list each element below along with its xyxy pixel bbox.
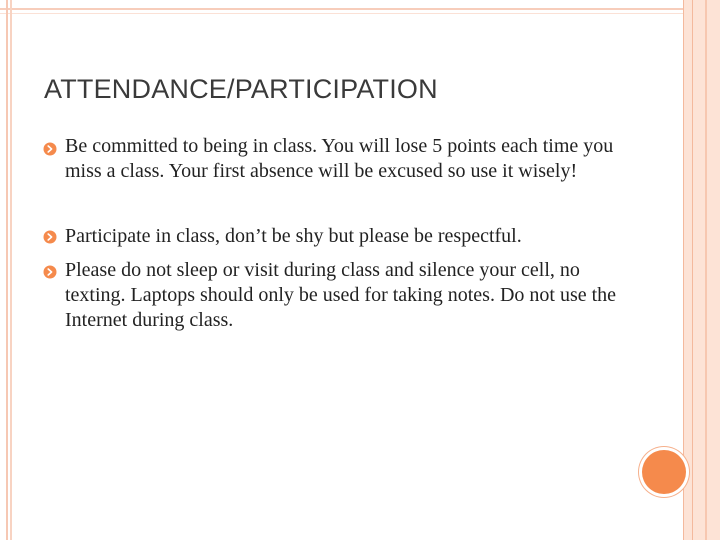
right-decorative-band	[683, 0, 720, 540]
top-border-line-secondary	[0, 13, 720, 14]
bullet-icon	[43, 265, 57, 279]
decorative-orange-circle	[642, 450, 686, 494]
left-border-line-inner	[10, 0, 12, 540]
bullet-item-3: Please do not sleep or visit during class and silence your cell, no texting. Laptops should only be used for taking notes. Do not use the Internet during class.	[65, 259, 617, 331]
right-border-line-b	[692, 0, 693, 540]
bullet-icon	[43, 230, 57, 244]
bullet-item-2: Participate in class, don’t be shy but please be respectful.	[65, 225, 522, 247]
left-border-line-outer	[6, 0, 8, 540]
slide-title: ATTENDANCE/PARTICIPATION	[44, 74, 438, 104]
right-border-line-c	[705, 0, 707, 540]
bullet-item-1: Be committed to being in class. You will lose 5 points each time you miss a class. Your first absence will be excused so use it wisely!	[65, 135, 614, 182]
top-border-line	[0, 8, 720, 10]
bullet-icon	[43, 142, 57, 156]
right-border-line-a	[683, 0, 684, 540]
